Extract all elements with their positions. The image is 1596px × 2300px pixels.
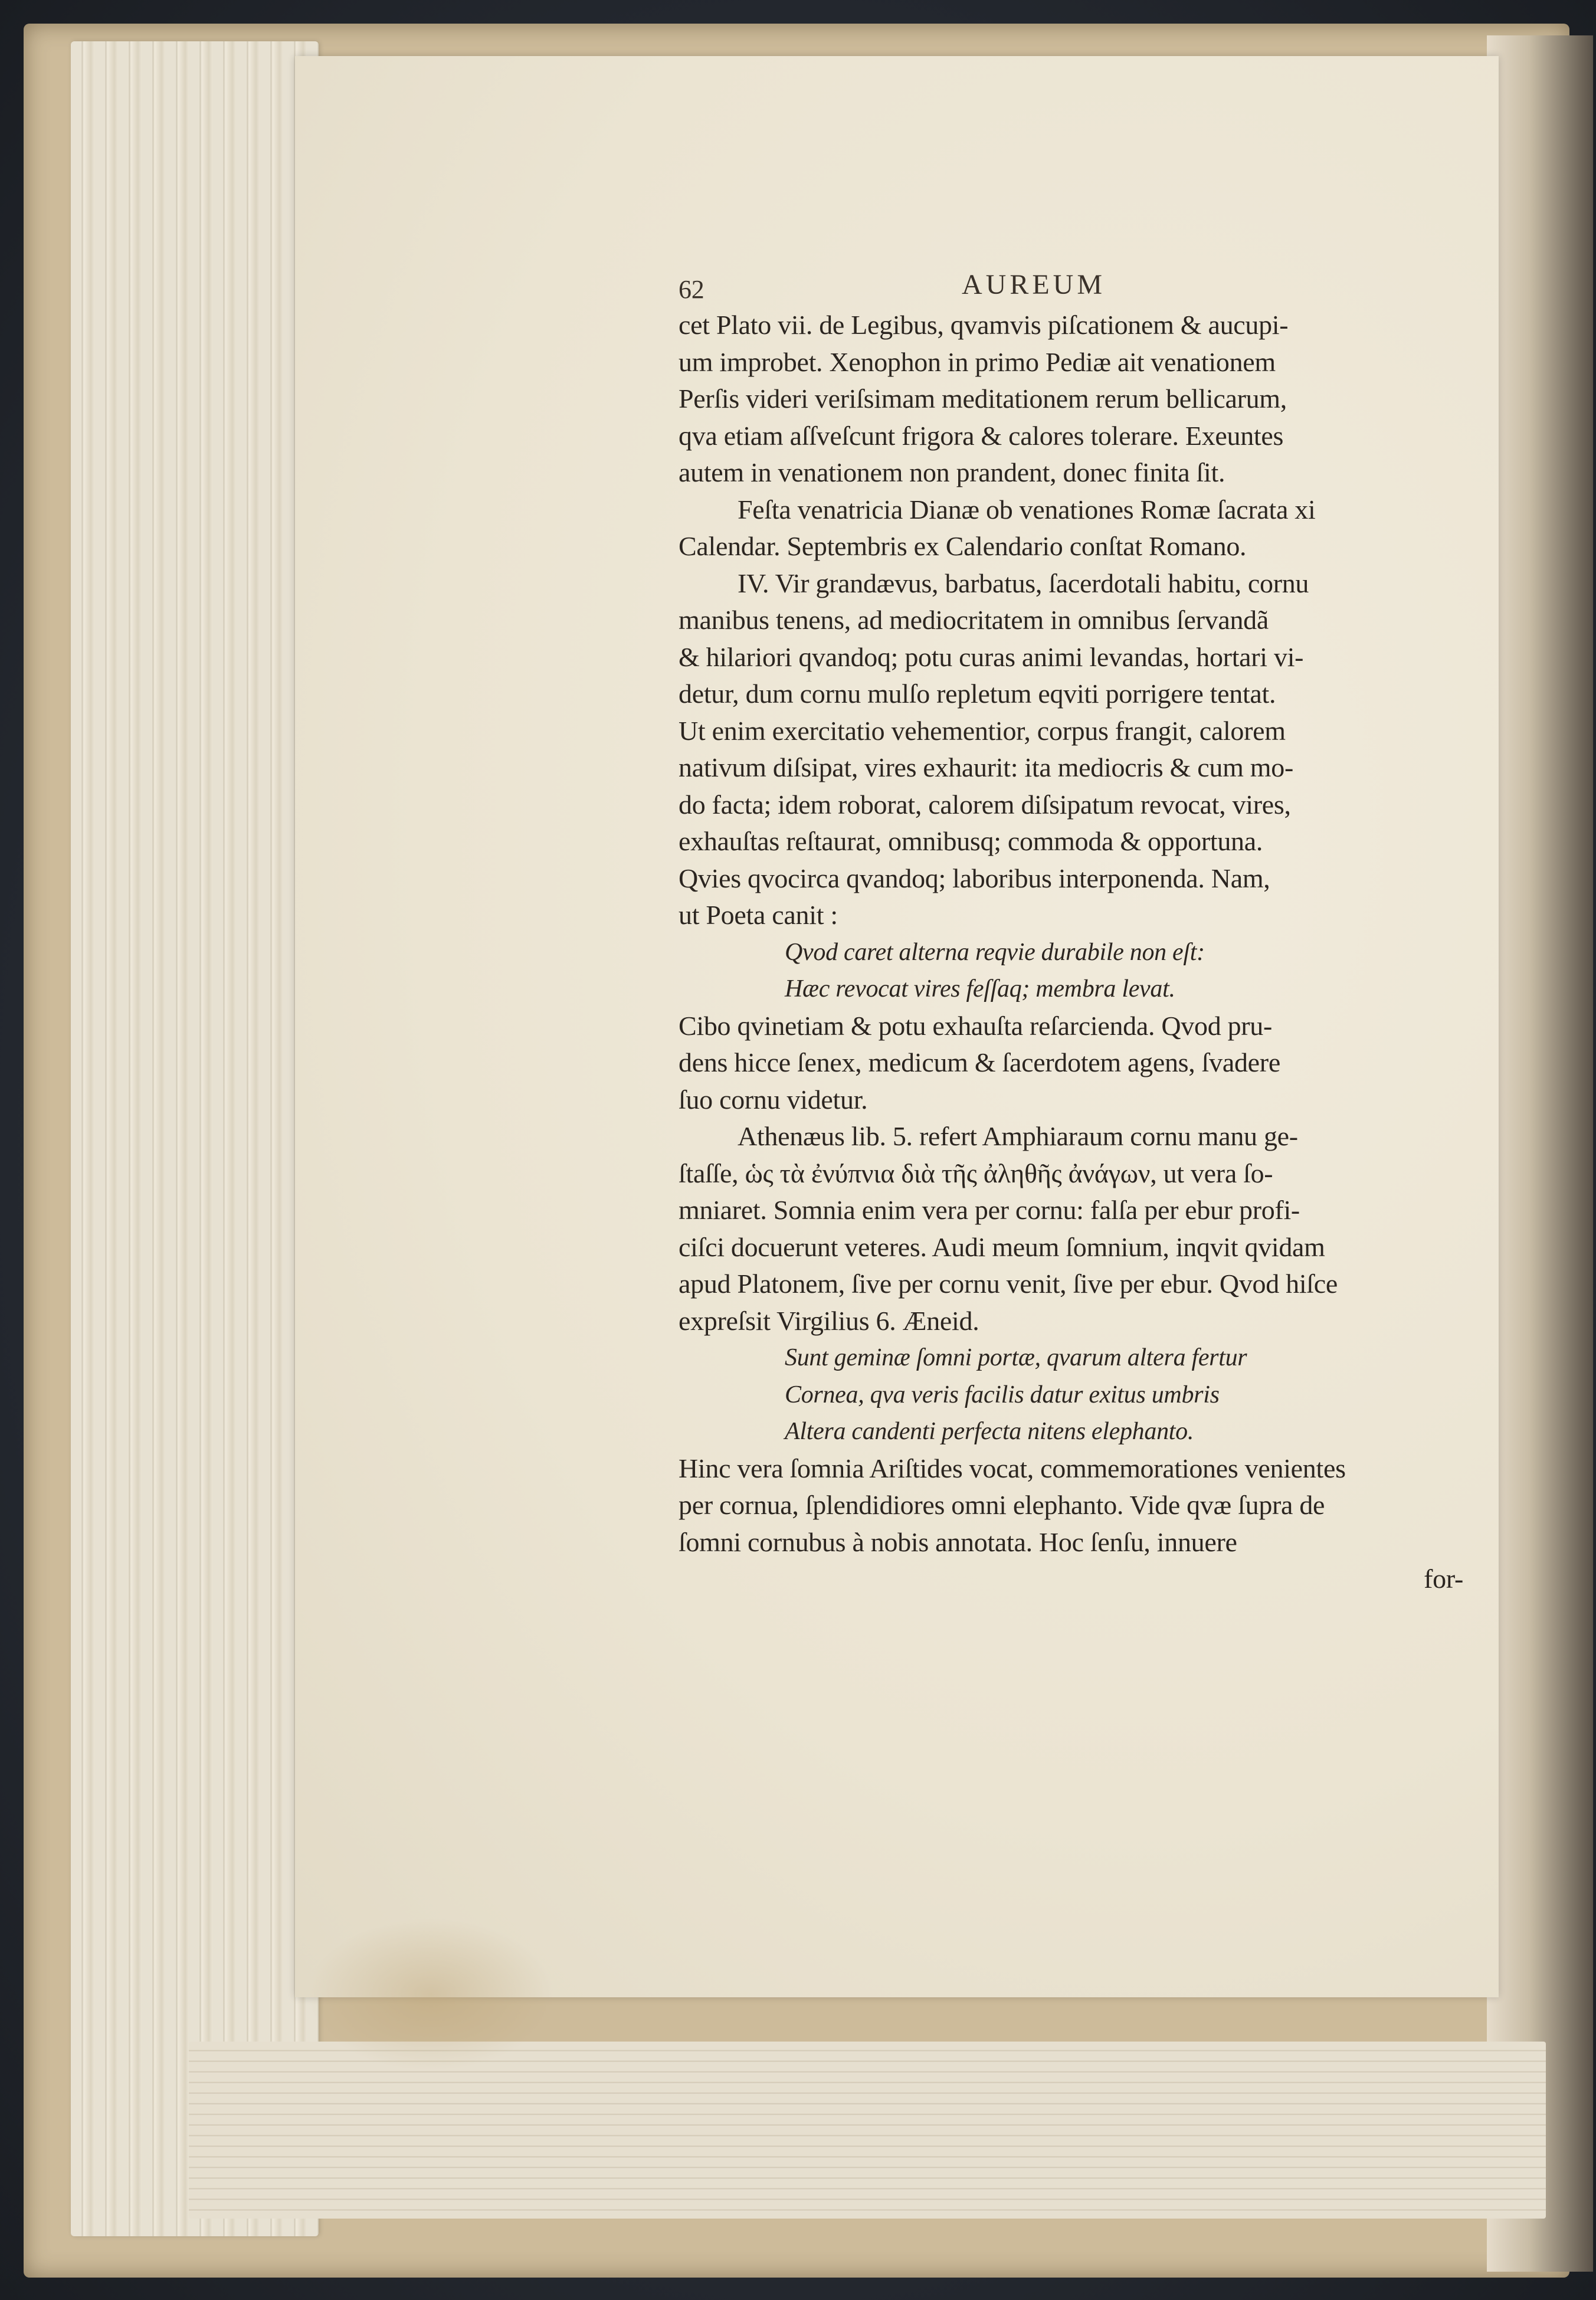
text-line: ut Poeta canit :: [679, 900, 838, 930]
text-line: Ut enim exercitatio vehementior, corpus frangit, calorem: [679, 715, 1286, 746]
text-line: autem in venationem non prandent, donec finita ſit.: [679, 457, 1225, 487]
text-line: exhauſtas reſtaurat, omnibusq; commoda & opportuna.: [679, 826, 1263, 856]
foxing-stain: [307, 1918, 555, 2071]
text-line: do facta; idem roborat, calorem diſsipatum revocat, vires,: [679, 789, 1291, 820]
text-line: qva etiam aſſveſcunt frigora & calores tolerare. Exeuntes: [679, 420, 1284, 451]
text-line: for-: [1424, 1564, 1463, 1594]
binding-gutter: [1487, 35, 1593, 2272]
page-number: 62: [679, 275, 704, 304]
text-line: dens hicce ſenex, medicum & ſacerdotem agens, ſvadere: [679, 1047, 1280, 1077]
text-line: & hilariori qvandoq; potu curas animi levandas, hortari vi-: [679, 641, 1304, 672]
text-line: detur, dum cornu mulſo repletum eqviti porrigere tentat.: [679, 679, 1276, 709]
text-line: Cibo qvinetiam & potu exhauſta reſarcienda. Qvod pru-: [679, 1010, 1273, 1041]
verse-line: Cornea, qva veris facilis datur exitus umbris: [785, 1381, 1220, 1408]
body-text: [679, 307, 1463, 1598]
deckled-page-edges: [71, 41, 319, 2236]
text-line: ſuo cornu videtur.: [679, 1084, 868, 1115]
text-line: nativum diſsipat, vires exhaurit: ita mediocris & cum mo-: [679, 752, 1293, 782]
text-line: ciſci docuerunt veteres. Audi meum ſomnium, inqvit qvidam: [679, 1231, 1325, 1262]
text-line: Hinc vera ſomnia Ariſtides vocat, commemorationes venientes: [679, 1453, 1346, 1483]
text-line: per cornua, ſplendidiores omni elephanto. Vide qvæ ſupra de: [679, 1490, 1325, 1520]
verse-line: Sunt geminæ ſomni portæ, qvarum altera fertur: [785, 1344, 1247, 1371]
verse-line: Altera candenti perfecta nitens elephanto.: [785, 1418, 1194, 1445]
verse-line: Qvod caret alterna reqvie durabile non eſt:: [785, 938, 1205, 966]
text-block: [679, 260, 1463, 1598]
text-line: cet Plato vii. de Legibus, qvamvis piſcationem & aucupi-: [679, 310, 1289, 340]
text-line: Perſis videri veriſsimam meditationem rerum bellicarum,: [679, 384, 1287, 414]
text-line: expreſsit Virgilius 6. Æneid.: [679, 1305, 979, 1336]
text-line: Athenæus lib. 5. refert Amphiaraum cornu manu ge-: [738, 1121, 1298, 1151]
running-head: AUREUM: [962, 269, 1106, 300]
text-line: um improbet. Xenophon in primo Pediæ ait venationem: [679, 346, 1276, 377]
text-line: ſomni cornubus à nobis annotata. Hoc ſenſu, innuere: [679, 1526, 1237, 1557]
text-line: Feſta venatricia Dianæ ob venationes Romæ ſacrata xi: [738, 494, 1316, 525]
verse-line: Hæc revocat vires feſſaq; membra levat.: [785, 975, 1175, 1002]
page-header: [679, 260, 1463, 307]
text-line: mniaret. Somnia enim vera per cornu: falſa per ebur profi-: [679, 1195, 1300, 1225]
text-line: Qvies qvocirca qvandoq; laboribus interponenda. Nam,: [679, 863, 1270, 893]
text-line: apud Platonem, ſive per cornu venit, ſive per ebur. Qvod hiſce: [679, 1269, 1338, 1299]
text-line: ſtaſſe, ὡς τὰ ἐνύπνια διὰ τῆς ἀληθῆς ἀνάγων, ut vera ſo-: [679, 1158, 1273, 1188]
text-line: IV. Vir grandævus, barbatus, ſacerdotali habitu, cornu: [738, 568, 1309, 598]
text-line: Calendar. Septembris ex Calendario conſtat Romano.: [679, 531, 1247, 561]
text-line: manibus tenens, ad mediocritatem in omnibus ſervandã: [679, 605, 1269, 635]
